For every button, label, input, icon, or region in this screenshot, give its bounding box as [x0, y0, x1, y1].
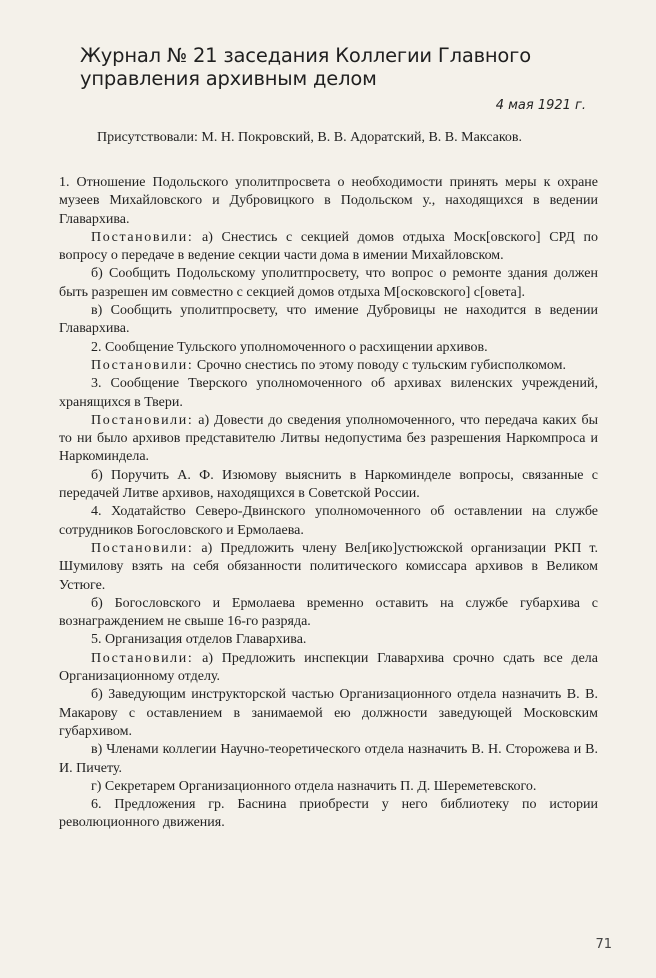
item-2-resolution: Постановили: Срочно снестись по этому поводу с тульским губисполкомом.: [91, 357, 567, 373]
resolved-label: Постановили:: [91, 412, 194, 428]
item-1-resolution-a: Постановили: а) Снестись с секцией домов отдыха Моск[овского] СРД по вопросу о передаче в ведение секции части дома в имении Михайловском.: [59, 229, 598, 264]
item-1-heading: 1. Отношение Подольского уполитпросвета о необходимости принять меры к охране музеев Михайловского и Дубровицкого в Подольском у., находящихся в ведении Главархива.: [59, 175, 598, 227]
item-1-resolution-b: б) Сообщить Подольскому уполитпросвету, что вопрос о ремонте здания должен быть разрешен им совместно с секцией домов отдыха М[осковского] с[овета].: [59, 266, 598, 300]
document-date: 4 мая 1921 г.: [495, 98, 586, 113]
item-4-resolution-b: б) Богословского и Ермолаева временно оставить на службе губархива с вознаграждением не свыше 16-го разряда.: [59, 595, 598, 630]
item-3-heading: 3. Сообщение Тверского уполномоченного об архивах виленских учреждений, хранящихся в Твери.: [59, 376, 598, 410]
minutes-body: [59, 174, 598, 833]
item-2-heading: 2. Сообщение Тульского уполномоченного о расхищении архивов.: [91, 339, 488, 355]
item-5-resolution-b: б) Заведующим инструкторской частью Организационного отдела назначить В. В. Макарову с оставлением в занимаемой ею должности заведующей Московским губархивом.: [59, 687, 598, 739]
attendees-line: Присутствовали: М. Н. Покровский, В. В. Адоратский, В. В. Максаков.: [97, 130, 523, 145]
item-5-resolution-c: в) Членами коллегии Научно-теоретического отдела назначить В. Н. Сторожева и В. И. Пичету.: [59, 742, 598, 776]
resolved-label: Постановили:: [91, 540, 194, 556]
item-1-resolution-c: в) Сообщить уполитпросвету, что имение Дубровицы не находится в ведении Главархива.: [59, 303, 598, 337]
document-title: Журнал № 21 заседания Коллегии Главного управления архивным делом: [80, 44, 531, 90]
item-5-resolution-a: Постановили: а) Предложить инспекции Главархива срочно сдать все дела Организационному отделу.: [59, 650, 598, 685]
item-4-resolution-a: Постановили: а) Предложить члену Вел[ико]устюжской организации РКП т. Шумилову взять на себя обязанности политического комиссара архивов в Великом Устюге.: [59, 540, 598, 593]
resolved-label: Постановили:: [91, 229, 194, 245]
item-4-heading: 4. Ходатайство Северо-Двинского уполномоченного об оставлении на службе сотрудников Богословского и Ермолаева.: [59, 504, 598, 538]
item-3-resolution-b: б) Поручить А. Ф. Изюмову выяснить в Наркоминделе вопросы, связанные с передачей Литве архивов, находящихся в Советской России.: [59, 467, 598, 502]
page-number: 71: [595, 937, 612, 952]
item-6-heading: 6. Предложения гр. Баснина приобрести у него библиотеку по истории революционного движения.: [59, 797, 598, 831]
item-5-heading: 5. Организация отделов Главархива.: [91, 632, 307, 648]
resolved-label: Постановили:: [91, 357, 194, 373]
item-5-resolution-d: г) Секретарем Организационного отдела назначить П. Д. Шереметевского.: [91, 778, 537, 794]
resolved-label: Постановили:: [91, 650, 194, 666]
item-3-resolution-a: Постановили: а) Довести до сведения уполномоченного, что передача каких бы то ни было архивов представителю Литвы недопустима без разрешения Наркомпроса и Наркоминдела.: [59, 412, 598, 465]
